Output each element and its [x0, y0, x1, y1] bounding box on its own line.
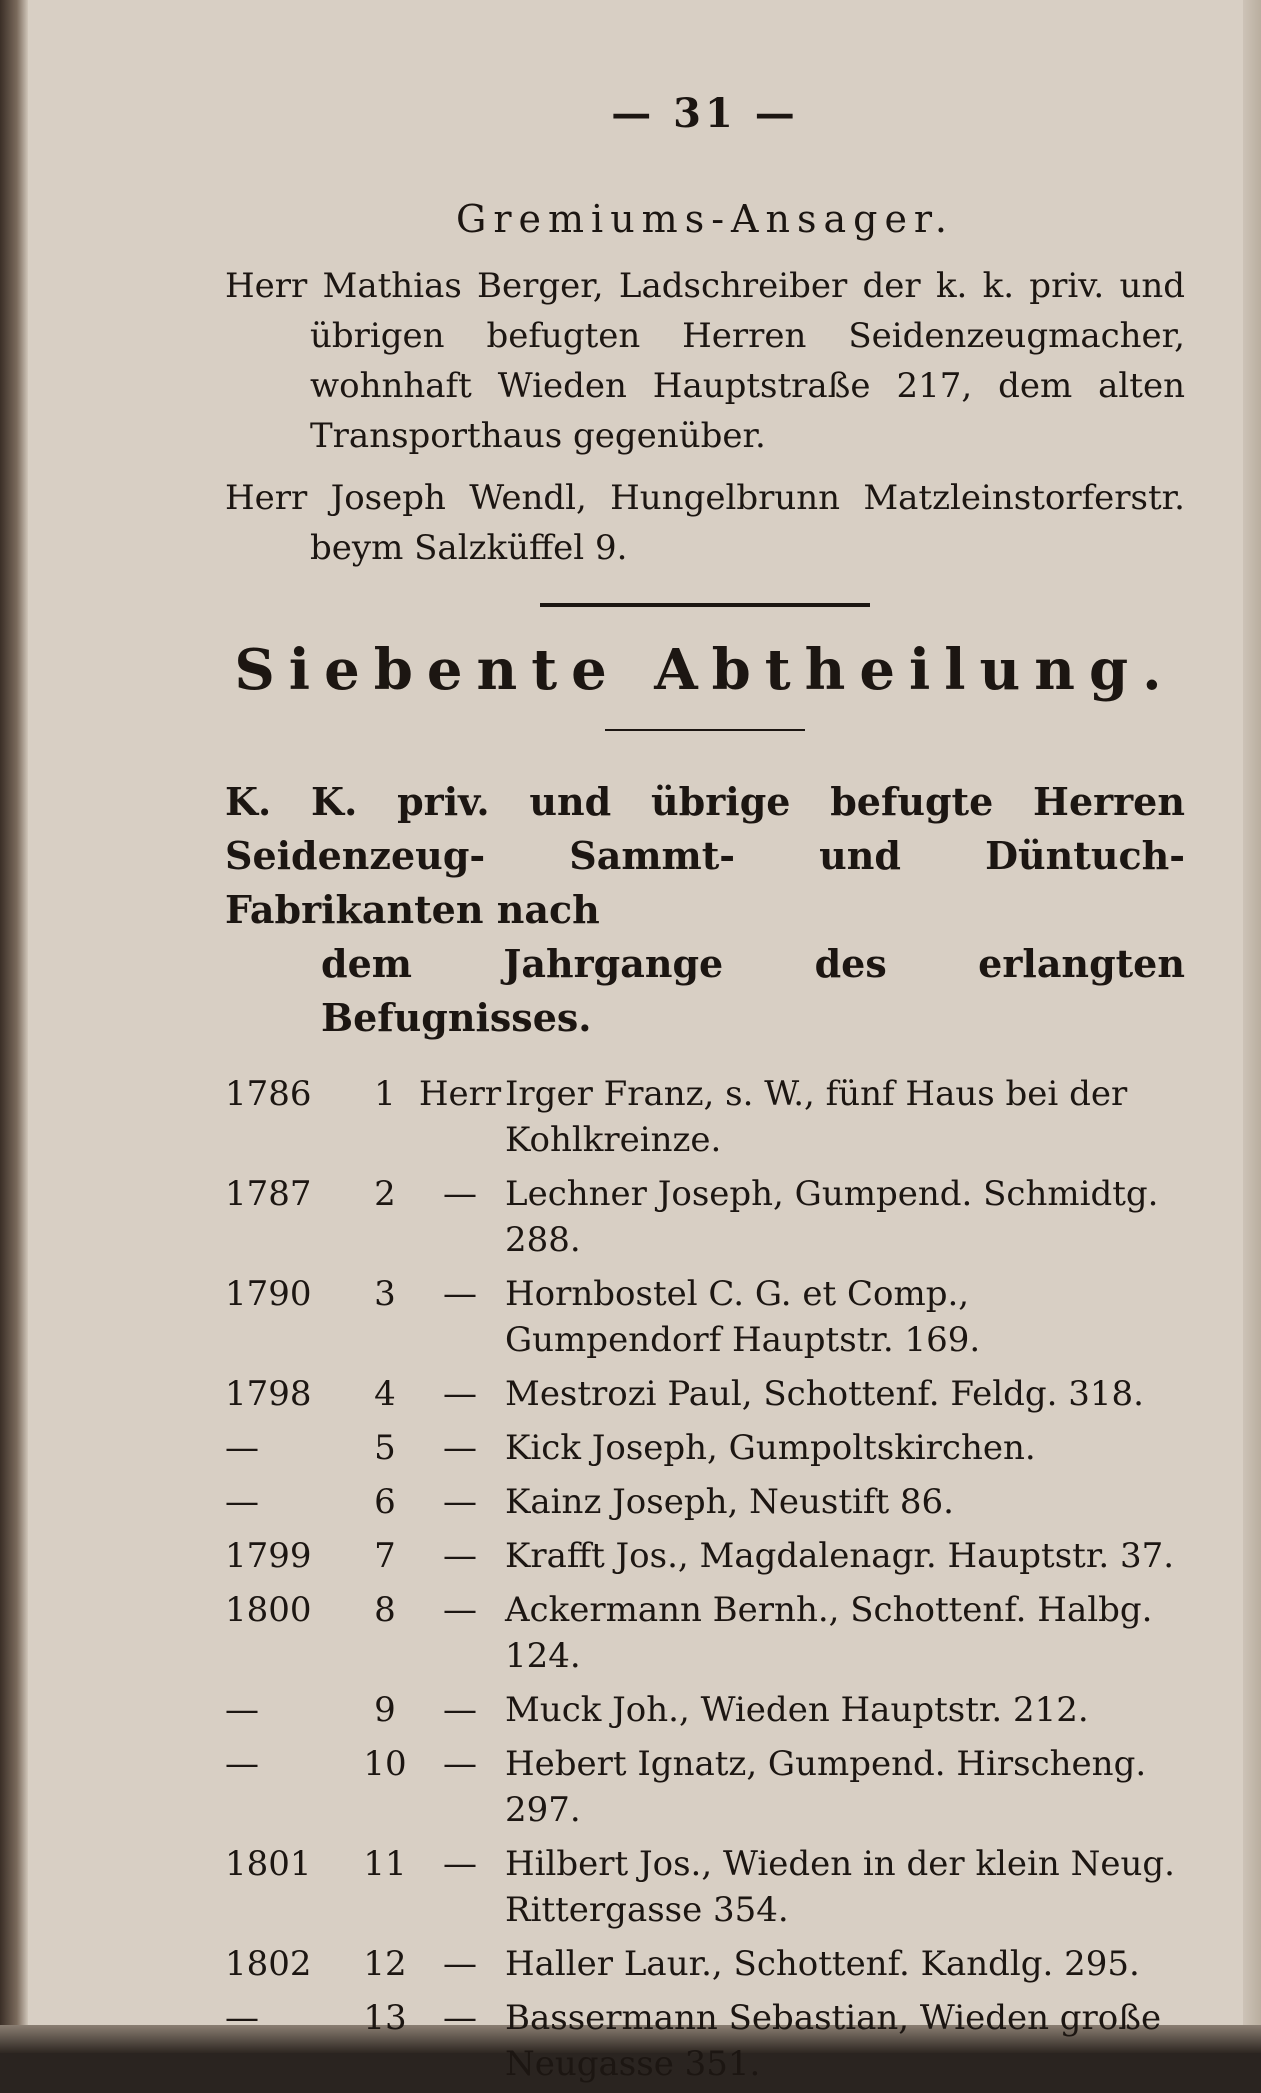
year-cell: 1798 [225, 1374, 312, 1414]
name-address-cell: Kainz Joseph, Neustift 86. [505, 1482, 954, 1522]
name-address-cell: Irger Franz, s. W., fünf Haus bei der Kohlkreinze. [505, 1074, 1128, 1160]
year-cell: — [225, 1998, 259, 2038]
gremium-entry: Herr Joseph Wendl, Hungelbrunn Matzleinstorferstr. beym Salzküffel 9. [225, 478, 1185, 568]
list-row [225, 1685, 1185, 1739]
page-text [225, 90, 1185, 2093]
name-address-cell: Hornbostel C. G. et Comp., Gumpendorf Hauptstr. 169. [505, 1274, 981, 1360]
divider-rule [540, 603, 870, 607]
year-cell: — [225, 1428, 259, 1468]
list-row [225, 1739, 1185, 1839]
year-cell: 1790 [225, 1274, 312, 1314]
number-cell: 8 [374, 1590, 396, 1630]
list-row [225, 1993, 1185, 2093]
marker-cell: — [443, 1536, 477, 1576]
marker-cell: — [443, 1744, 477, 1784]
marker-cell: — [443, 1274, 477, 1314]
marker-cell: — [443, 1944, 477, 1984]
number-cell: 11 [363, 1844, 407, 1884]
page-edge-shadow [1243, 0, 1261, 2053]
name-address-cell: Kick Joseph, Gumpoltskirchen. [505, 1428, 1036, 1468]
year-cell: 1786 [225, 1074, 312, 1114]
section-intro [225, 775, 1185, 1045]
number-cell: 7 [374, 1536, 396, 1576]
year-cell: 1800 [225, 1590, 312, 1630]
name-address-cell: Ackermann Bernh., Schottenf. Halbg. 124. [505, 1590, 1153, 1676]
name-address-cell: Lechner Joseph, Gumpend. Schmidtg. 288. [505, 1174, 1159, 1260]
list-row [225, 1585, 1185, 1685]
year-cell: 1801 [225, 1844, 312, 1884]
list-row [225, 1477, 1185, 1531]
year-cell: — [225, 1744, 259, 1784]
list-row [225, 1839, 1185, 1939]
number-cell: 6 [374, 1482, 396, 1522]
marker-cell: — [443, 1998, 477, 2038]
list-row [225, 1531, 1185, 1585]
name-address-cell: Hilbert Jos., Wieden in der klein Neug. Rittergasse 354. [505, 1844, 1175, 1930]
divider-rule-short [605, 729, 805, 731]
list-row [225, 1423, 1185, 1477]
marker-cell: — [443, 1844, 477, 1884]
list-row [225, 1939, 1185, 1993]
number-cell: 12 [363, 1944, 407, 1984]
page-number: — 31 — [611, 90, 799, 137]
number-cell: 2 [374, 1174, 396, 1214]
section-title: Siebente Abtheilung. [234, 637, 1176, 703]
number-cell: 3 [374, 1274, 396, 1314]
year-cell: 1802 [225, 1944, 312, 1984]
name-address-cell: Haller Laur., Schottenf. Kandlg. 295. [505, 1944, 1140, 1984]
gremium-heading: Gremiums-Ansager. [456, 197, 954, 241]
book-binding-shadow [0, 0, 28, 2053]
marker-cell: Herr [418, 1074, 502, 1114]
intro-line-2: dem Jahrgange des erlangten Befugnisses. [321, 941, 1185, 1040]
list-row [225, 1369, 1185, 1423]
list-row [225, 1269, 1185, 1369]
year-cell: 1787 [225, 1174, 312, 1214]
number-cell: 1 [374, 1074, 396, 1114]
number-cell: 5 [374, 1428, 396, 1468]
marker-cell: — [443, 1374, 477, 1414]
name-address-cell: Krafft Jos., Magdalenagr. Hauptstr. 37. [505, 1536, 1175, 1576]
list-row [225, 1069, 1185, 1169]
year-cell: — [225, 1482, 259, 1522]
number-cell: 10 [363, 1744, 407, 1784]
marker-cell: — [443, 1482, 477, 1522]
number-cell: 9 [374, 1690, 396, 1730]
name-address-cell: Muck Joh., Wieden Hauptstr. 212. [505, 1690, 1089, 1730]
intro-line-1: K. K. priv. und übrige befugte Herren Seidenzeug- Sammt- und Düntuch-Fabrikanten nach [225, 779, 1185, 932]
fabrikanten-list [225, 1069, 1185, 2093]
number-cell: 13 [363, 1998, 407, 2038]
name-address-cell: Bassermann Sebastian, Wieden große Neugasse 351. [505, 1998, 1162, 2084]
year-cell: 1799 [225, 1536, 312, 1576]
marker-cell: — [443, 1590, 477, 1630]
marker-cell: — [443, 1690, 477, 1730]
name-address-cell: Hebert Ignatz, Gumpend. Hirscheng. 297. [505, 1744, 1147, 1830]
list-row [225, 1169, 1185, 1269]
year-cell: — [225, 1690, 259, 1730]
marker-cell: — [443, 1174, 477, 1214]
gremium-entry: Herr Mathias Berger, Ladschreiber der k. k. priv. und übrigen befugten Herren Seidenzeugmacher, wohnhaft Wieden Hauptstraße 217, dem alten Transporthaus gegenüber. [225, 266, 1185, 456]
number-cell: 4 [374, 1374, 396, 1414]
marker-cell: — [443, 1428, 477, 1468]
name-address-cell: Mestrozi Paul, Schottenf. Feldg. 318. [505, 1374, 1144, 1414]
